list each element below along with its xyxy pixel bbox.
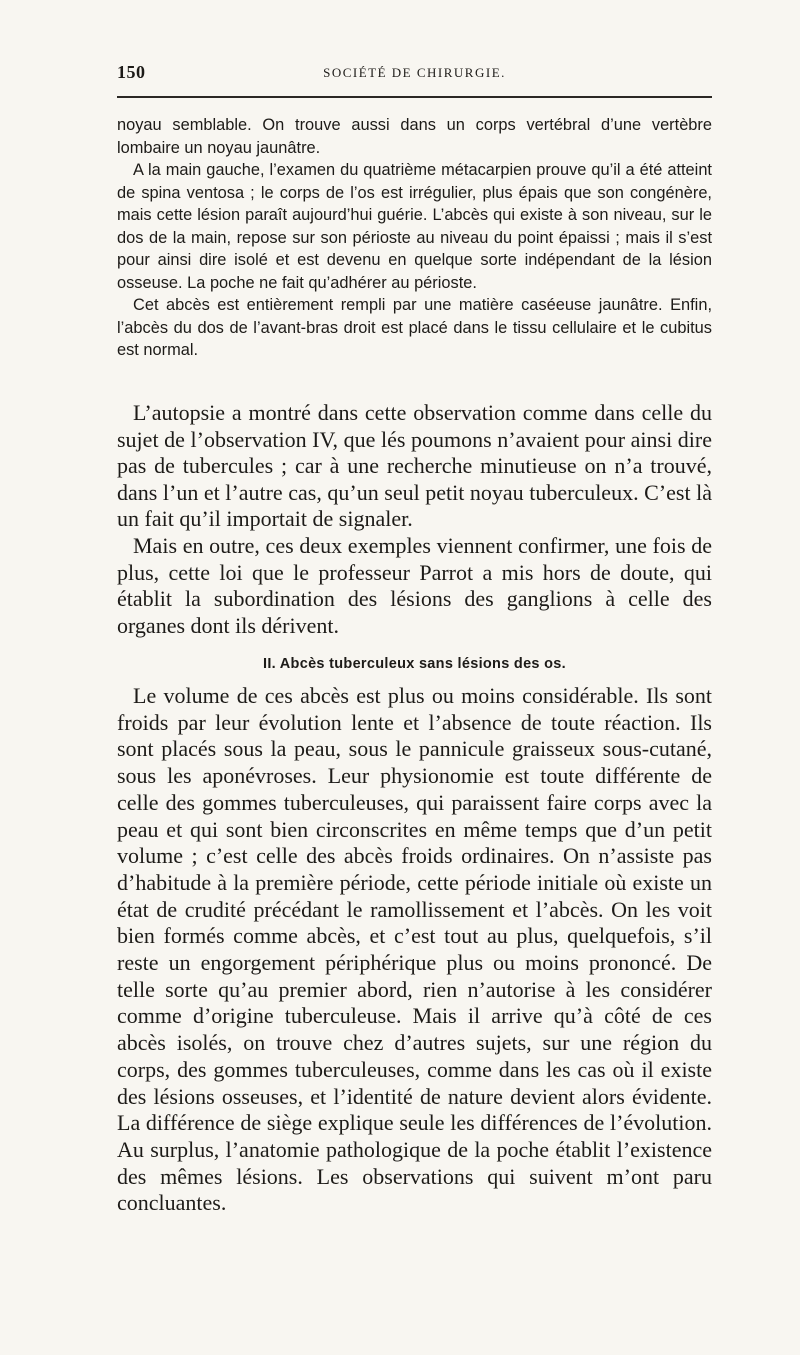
section-heading: II. Abcès tuberculeux sans lésions des os. <box>263 656 566 672</box>
commentary <box>117 400 712 639</box>
section-body <box>117 683 712 1217</box>
paragraph-abscess-volume: Le volume de ces abcès est plus ou moins considérable. Ils sont froids par leur évolution lente et l’absence de toute réaction. Ils sont placés sous la peau, sous le pannicule graisseux sous-cutané, sous les aponévroses. Leur physionomie est toute différente de celle des gommes tuberculeuses, qui paraissent faire corps avec la peau et qui sont bien circonscrites en même temps que d’un petit volume ; c’est celle des abcès froids ordinaires. On n’assiste pas d’habitude à la première période, cette période initiale où existe un état de crudité précédant le ramollissement et l’abcès. On les voit bien formés comme abcès, et c’est tout au plus, quelquefois, s’il reste un engorgement périphérique plus ou moins prononcé. De telle sorte qu’au premier abord, rien n’autorise à les considérer comme d’origine tuberculeuse. Mais il arrive qu’à côté de ces abcès isolés, on trouve chez d’autres sujets, sur une région du corps, des gommes tuberculeuses, comme dans les cas où il existe des lésions osseuses, et l’identité de nature devient alors évidente. La différence de siège explique seule les différences de l’évolution. Au surplus, l’anatomie pathologique de la poche établit l’existence des mêmes lésions. Les observations qui suivent m’ont paru concluantes. <box>117 683 712 1216</box>
header-rule <box>117 96 712 98</box>
running-title: SOCIÉTÉ DE CHIRURGIE. <box>323 65 506 80</box>
page-number: 150 <box>117 62 146 82</box>
page-header <box>117 62 712 86</box>
observation-notes <box>117 114 712 362</box>
paragraph-parrot-law: Mais en outre, ces deux exemples viennent confirmer, une fois de plus, cette loi que le professeur Parrot a mis hors de doute, qui établit la subordination des lésions des ganglions à celle des organes dont ils dérivent. <box>117 532 712 638</box>
paragraph-continuation: noyau semblable. On trouve aussi dans un corps vertébral d’une vertèbre lombaire un noyau jaunâtre. <box>117 116 712 157</box>
paragraph-autopsy: L’autopsie a montré dans cette observation comme dans celle du sujet de l’observation IV, que lés poumons n’avaient pour ainsi dire pas de tubercules ; car à une recherche minutieuse on n’a trouvé, dans l’un et l’autre cas, qu’un seul petit noyau tuberculeux. C’est là un fait qu’il importait de signaler. <box>117 400 712 532</box>
paragraph-left-hand: A la main gauche, l’examen du quatrième métacarpien prouve qu’il a été atteint de spina ventosa ; le corps de l’os est irrégulier, plus épais que son congénère, mais cette lésion paraît aujourd’hui guérie. L’abcès qui existe à son niveau, sur le dos de la main, repose sur son périoste au niveau du point épaissi ; mais il s’est pour ainsi dire isolé et est devenu en quelque sorte indépendant de la lésion osseuse. La poche ne fait qu’adhérer au périoste. <box>117 161 712 292</box>
paragraph-caseous-abscess: Cet abcès est entièrement rempli par une matière caséeuse jaunâtre. Enfin, l’abcès du dos de l’avant-bras droit est placé dans le tissu cellulaire et le cubitus est normal. <box>117 296 712 359</box>
